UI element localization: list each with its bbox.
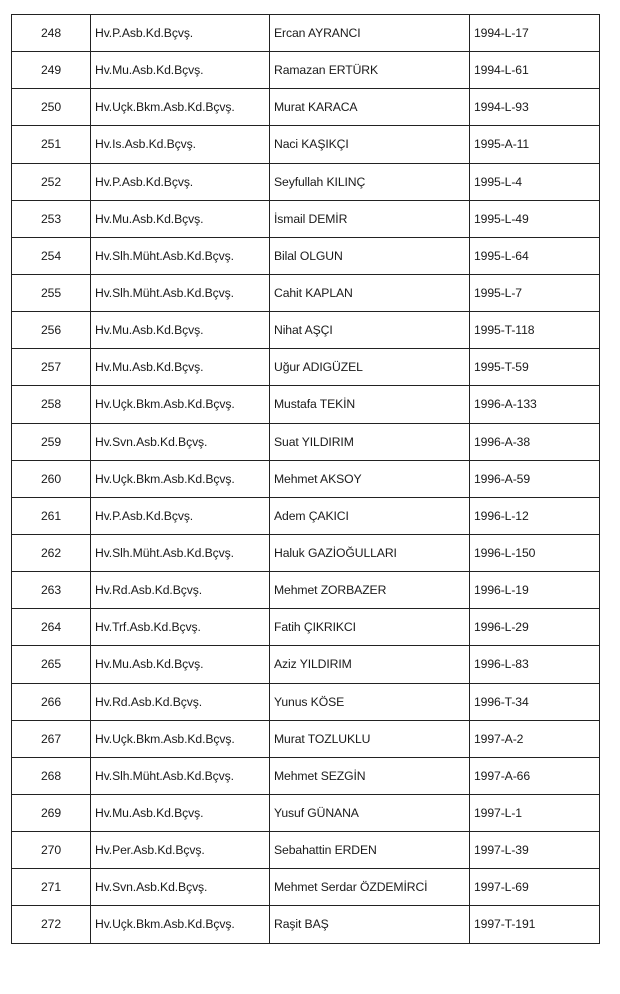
person-name-cell: Seyfullah KILINÇ — [270, 163, 470, 200]
rank-cell: Hv.Uçk.Bkm.Asb.Kd.Bçvş. — [91, 906, 270, 943]
rank-cell: Hv.Rd.Asb.Kd.Bçvş. — [91, 683, 270, 720]
row-number-cell: 265 — [12, 646, 91, 683]
person-name-cell: Murat TOZLUKLU — [270, 720, 470, 757]
table-row — [12, 15, 600, 52]
registry-number-cell: 1997-A-66 — [470, 757, 600, 794]
row-number-cell: 256 — [12, 312, 91, 349]
row-number-cell: 250 — [12, 89, 91, 126]
personnel-table-body — [12, 15, 600, 944]
registry-number-cell: 1997-L-1 — [470, 794, 600, 831]
table-row — [12, 89, 600, 126]
table-row — [12, 237, 600, 274]
table-row — [12, 386, 600, 423]
rank-cell: Hv.Svn.Asb.Kd.Bçvş. — [91, 423, 270, 460]
registry-number-cell: 1996-L-19 — [470, 572, 600, 609]
table-row — [12, 683, 600, 720]
row-number-cell: 258 — [12, 386, 91, 423]
rank-cell: Hv.Trf.Asb.Kd.Bçvş. — [91, 609, 270, 646]
registry-number-cell: 1996-A-38 — [470, 423, 600, 460]
row-number-cell: 266 — [12, 683, 91, 720]
person-name-cell: Nihat AŞÇI — [270, 312, 470, 349]
rank-cell: Hv.Slh.Müht.Asb.Kd.Bçvş. — [91, 237, 270, 274]
rank-cell: Hv.Slh.Müht.Asb.Kd.Bçvş. — [91, 757, 270, 794]
row-number-cell: 254 — [12, 237, 91, 274]
row-number-cell: 248 — [12, 15, 91, 52]
table-row — [12, 200, 600, 237]
rank-cell: Hv.Uçk.Bkm.Asb.Kd.Bçvş. — [91, 460, 270, 497]
registry-number-cell: 1997-A-2 — [470, 720, 600, 757]
rank-cell: Hv.Per.Asb.Kd.Bçvş. — [91, 832, 270, 869]
personnel-table — [11, 14, 600, 944]
registry-number-cell: 1996-L-150 — [470, 534, 600, 571]
registry-number-cell: 1995-T-59 — [470, 349, 600, 386]
row-number-cell: 267 — [12, 720, 91, 757]
table-row — [12, 757, 600, 794]
row-number-cell: 272 — [12, 906, 91, 943]
registry-number-cell: 1995-L-4 — [470, 163, 600, 200]
person-name-cell: Raşit BAŞ — [270, 906, 470, 943]
registry-number-cell: 1996-T-34 — [470, 683, 600, 720]
row-number-cell: 271 — [12, 869, 91, 906]
registry-number-cell: 1995-A-11 — [470, 126, 600, 163]
table-row — [12, 869, 600, 906]
person-name-cell: Mehmet Serdar ÖZDEMİRCİ — [270, 869, 470, 906]
person-name-cell: Yunus KÖSE — [270, 683, 470, 720]
table-row — [12, 126, 600, 163]
rank-cell: Hv.Mu.Asb.Kd.Bçvş. — [91, 312, 270, 349]
person-name-cell: Naci KAŞIKÇI — [270, 126, 470, 163]
person-name-cell: Sebahattin ERDEN — [270, 832, 470, 869]
row-number-cell: 260 — [12, 460, 91, 497]
registry-number-cell: 1995-L-64 — [470, 237, 600, 274]
registry-number-cell: 1996-A-59 — [470, 460, 600, 497]
registry-number-cell: 1997-T-191 — [470, 906, 600, 943]
table-row — [12, 609, 600, 646]
table-row — [12, 349, 600, 386]
registry-number-cell: 1994-L-61 — [470, 52, 600, 89]
row-number-cell: 264 — [12, 609, 91, 646]
rank-cell: Hv.P.Asb.Kd.Bçvş. — [91, 497, 270, 534]
person-name-cell: Aziz YILDIRIM — [270, 646, 470, 683]
table-row — [12, 497, 600, 534]
table-row — [12, 423, 600, 460]
row-number-cell: 253 — [12, 200, 91, 237]
person-name-cell: Ramazan ERTÜRK — [270, 52, 470, 89]
registry-number-cell: 1995-L-49 — [470, 200, 600, 237]
rank-cell: Hv.Uçk.Bkm.Asb.Kd.Bçvş. — [91, 386, 270, 423]
row-number-cell: 257 — [12, 349, 91, 386]
row-number-cell: 251 — [12, 126, 91, 163]
table-row — [12, 646, 600, 683]
rank-cell: Hv.Is.Asb.Kd.Bçvş. — [91, 126, 270, 163]
person-name-cell: Uğur ADIGÜZEL — [270, 349, 470, 386]
row-number-cell: 261 — [12, 497, 91, 534]
row-number-cell: 255 — [12, 274, 91, 311]
person-name-cell: Bilal OLGUN — [270, 237, 470, 274]
table-row — [12, 274, 600, 311]
person-name-cell: Mustafa TEKİN — [270, 386, 470, 423]
document-page — [11, 14, 599, 944]
table-row — [12, 534, 600, 571]
rank-cell: Hv.Svn.Asb.Kd.Bçvş. — [91, 869, 270, 906]
person-name-cell: İsmail DEMİR — [270, 200, 470, 237]
table-row — [12, 832, 600, 869]
registry-number-cell: 1996-L-83 — [470, 646, 600, 683]
row-number-cell: 263 — [12, 572, 91, 609]
registry-number-cell: 1996-L-12 — [470, 497, 600, 534]
person-name-cell: Mehmet AKSOY — [270, 460, 470, 497]
rank-cell: Hv.Mu.Asb.Kd.Bçvş. — [91, 794, 270, 831]
person-name-cell: Ercan AYRANCI — [270, 15, 470, 52]
table-row — [12, 312, 600, 349]
registry-number-cell: 1997-L-69 — [470, 869, 600, 906]
person-name-cell: Cahit KAPLAN — [270, 274, 470, 311]
registry-number-cell: 1996-L-29 — [470, 609, 600, 646]
row-number-cell: 252 — [12, 163, 91, 200]
rank-cell: Hv.Slh.Müht.Asb.Kd.Bçvş. — [91, 274, 270, 311]
rank-cell: Hv.Slh.Müht.Asb.Kd.Bçvş. — [91, 534, 270, 571]
person-name-cell: Haluk GAZİOĞULLARI — [270, 534, 470, 571]
registry-number-cell: 1994-L-93 — [470, 89, 600, 126]
person-name-cell: Mehmet SEZGİN — [270, 757, 470, 794]
rank-cell: Hv.Rd.Asb.Kd.Bçvş. — [91, 572, 270, 609]
rank-cell: Hv.Mu.Asb.Kd.Bçvş. — [91, 349, 270, 386]
person-name-cell: Suat YILDIRIM — [270, 423, 470, 460]
rank-cell: Hv.P.Asb.Kd.Bçvş. — [91, 15, 270, 52]
person-name-cell: Mehmet ZORBAZER — [270, 572, 470, 609]
row-number-cell: 270 — [12, 832, 91, 869]
table-row — [12, 720, 600, 757]
rank-cell: Hv.Mu.Asb.Kd.Bçvş. — [91, 52, 270, 89]
table-row — [12, 906, 600, 943]
table-row — [12, 572, 600, 609]
table-row — [12, 460, 600, 497]
registry-number-cell: 1995-L-7 — [470, 274, 600, 311]
rank-cell: Hv.Uçk.Bkm.Asb.Kd.Bçvş. — [91, 89, 270, 126]
registry-number-cell: 1994-L-17 — [470, 15, 600, 52]
row-number-cell: 259 — [12, 423, 91, 460]
rank-cell: Hv.Mu.Asb.Kd.Bçvş. — [91, 200, 270, 237]
row-number-cell: 262 — [12, 534, 91, 571]
registry-number-cell: 1995-T-118 — [470, 312, 600, 349]
person-name-cell: Yusuf GÜNANA — [270, 794, 470, 831]
row-number-cell: 269 — [12, 794, 91, 831]
rank-cell: Hv.P.Asb.Kd.Bçvş. — [91, 163, 270, 200]
table-row — [12, 163, 600, 200]
person-name-cell: Fatih ÇIKRIKCI — [270, 609, 470, 646]
registry-number-cell: 1996-A-133 — [470, 386, 600, 423]
row-number-cell: 268 — [12, 757, 91, 794]
row-number-cell: 249 — [12, 52, 91, 89]
registry-number-cell: 1997-L-39 — [470, 832, 600, 869]
person-name-cell: Adem ÇAKICI — [270, 497, 470, 534]
person-name-cell: Murat KARACA — [270, 89, 470, 126]
rank-cell: Hv.Mu.Asb.Kd.Bçvş. — [91, 646, 270, 683]
table-row — [12, 794, 600, 831]
table-row — [12, 52, 600, 89]
rank-cell: Hv.Uçk.Bkm.Asb.Kd.Bçvş. — [91, 720, 270, 757]
